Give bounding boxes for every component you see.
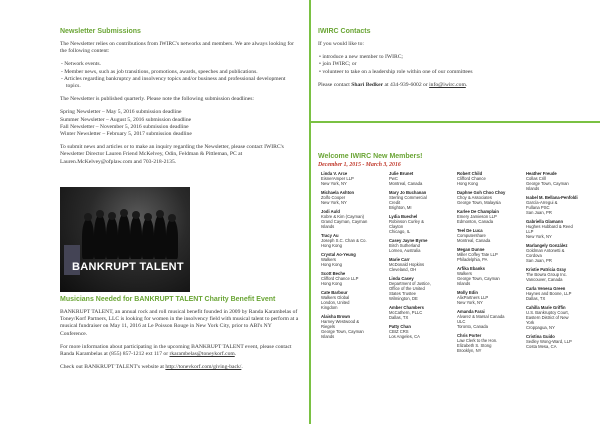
contact-email-link[interactable]: info@iwirc.com: [429, 81, 466, 88]
talent-website-link[interactable]: http://tonevkorf.com/giving-back/: [165, 364, 242, 371]
member-name: Carla Venesa Green: [526, 286, 566, 291]
newsletter-intro: The Newsletter relies on contributions from IWIRC's networks and members. We are always looking for the following content:: [60, 41, 294, 55]
member-entry: [457, 209, 521, 224]
contacts-pre: Please contact: [318, 81, 352, 88]
member-detail: Choy & Associates: [457, 195, 492, 200]
member-entry: [457, 190, 521, 205]
member-detail: York: [526, 320, 535, 325]
deadline-item: Winter Newsletter – February 5, 2017 submission deadline: [60, 131, 192, 138]
member-entry: [457, 309, 521, 329]
new-members-heading: Welcome IWIRC New Members!: [318, 153, 423, 160]
member-entry: [457, 247, 521, 262]
member-detail: George Town, Cayman: [457, 276, 500, 281]
member-entry: [321, 190, 385, 205]
member-detail: New York, NY: [321, 181, 347, 186]
member-detail: Miller Coffey Tate LLP: [457, 252, 498, 257]
member-entry: [389, 276, 453, 301]
member-detail: Hong Kong: [321, 243, 342, 248]
newsletter-bullet: - Articles regarding bankruptcy and insolvency topics and/or business and professional development topics.: [61, 75, 286, 90]
member-name: Gabriella Glamann: [526, 219, 564, 224]
newsletter-bullet: - Network events.: [61, 61, 101, 68]
contacts-heading: IWIRC Contacts: [318, 28, 371, 35]
member-name: Molly Edin: [457, 290, 478, 295]
band-member: [94, 215, 106, 259]
member-detail: Islands: [321, 224, 335, 229]
member-name: Scott Beche: [321, 271, 346, 276]
member-detail: Grand Cayman, Cayman: [321, 219, 368, 224]
member-entry: [321, 271, 385, 286]
contacts-bullet: • introduce a new member to IWIRC;: [319, 54, 403, 61]
band-member: [166, 219, 178, 259]
member-name: Linda Casey: [389, 276, 414, 281]
member-detail: George Town, Cayman: [526, 181, 569, 186]
member-detail: Elizabeth S. Stong: [457, 343, 492, 348]
bankrupt-talent-banner: BANKRUPT TALENT: [72, 261, 184, 273]
deadline-item: Summer Newsletter – August 5, 2016 submission deadline: [60, 116, 192, 123]
member-detail: Goldman Antonetti &: [526, 248, 565, 253]
member-entry: [389, 324, 453, 339]
member-name: Teel De Luca: [457, 228, 483, 233]
talent-heading: Musicians Needed for BANKRUPT TALENT Charity Benefit Event: [60, 296, 276, 303]
member-detail: Toronto, Canada: [457, 324, 488, 329]
bankrupt-talent-photo: [60, 187, 190, 292]
band-member: [142, 218, 154, 259]
member-entry: [526, 267, 590, 282]
member-entry: [526, 286, 590, 301]
member-detail: Croppagua, NY: [526, 325, 555, 330]
band-member-head: [132, 211, 140, 219]
band-member: [118, 214, 130, 259]
contacts-intro: If you would like to:: [318, 41, 364, 47]
member-name: Amanda Farai: [457, 309, 485, 314]
band-member: [154, 215, 166, 259]
band-member-head: [144, 213, 152, 221]
member-entry: [321, 233, 385, 248]
member-name: Arfika Ebanks: [457, 266, 485, 271]
member-detail: San Juan, PR: [526, 258, 552, 263]
member-detail: Clifford Chance LLP: [321, 276, 359, 281]
band-member: [106, 217, 118, 259]
talent-website-end: .: [241, 364, 243, 371]
member-entry: [389, 190, 453, 210]
member-detail: LLP: [526, 229, 534, 234]
newsletter-section: [60, 28, 300, 166]
member-detail: Vancouver, Canada: [526, 277, 563, 282]
contacts-line: [318, 82, 588, 89]
member-detail: Los Angeles, CA: [389, 334, 420, 339]
member-detail: Riegels: [321, 324, 335, 329]
member-entry: [321, 290, 385, 310]
band-member-head: [96, 210, 104, 218]
member-detail: Computershare: [457, 233, 486, 238]
member-entry: [389, 171, 453, 186]
member-name: Cristina Guido: [526, 334, 555, 339]
deadline-intro: The Newsletter is published quarterly. Please note the following submission deadlines:: [60, 96, 254, 103]
member-entry: [526, 243, 590, 263]
member-name: Linda V. Arce: [321, 171, 348, 176]
member-name: Cate Barbour: [321, 290, 348, 295]
member-detail: PwC: [389, 176, 398, 181]
band-member-head: [120, 209, 128, 217]
contacts-end: .: [465, 81, 468, 88]
member-entry: [389, 305, 453, 320]
member-detail: CBIZ CRS: [389, 329, 409, 334]
member-detail: Hong Kong: [457, 181, 478, 186]
member-detail: Walkers: [321, 257, 336, 262]
talent-contact-text: For more information about participating in the upcoming BANKRUPT TALENT event, please contact Randa Karambelas at (855) 857-1212 ext 117 or: [60, 343, 292, 358]
member-detail: U.S. Bankruptcy Court,: [526, 310, 569, 315]
member-name: Michaela Ashton: [321, 190, 355, 195]
talent-paragraph: BANKRUPT TALENT, an annual rock and roll musical benefit founded in 2009 by Randa Karambelas of Toney/Korf Partners, LLC is looking for women in the insolvency field with musical talent to perform at a musical fundraiser on May 11, 2016 at Le Poisson Rouge in New York City, prior to ABI's NY Conference.: [60, 309, 299, 337]
member-entry: [389, 214, 453, 234]
member-name: Patty Chan: [389, 324, 411, 329]
contacts-bullet: • join IWIRC; or: [319, 61, 357, 68]
member-entry: [526, 334, 590, 349]
newsletter-content-list: [60, 61, 300, 90]
band-member-head: [156, 210, 164, 218]
member-name: Cahilla Marie Griffin: [526, 305, 566, 310]
talent-website-text: Check out BANKRUPT TALENT's website at: [60, 364, 166, 371]
member-detail: Philadelphia, PA: [457, 257, 488, 262]
deadline-item: Fall Newsletter – November 5, 2016 submission deadline: [60, 123, 189, 130]
member-entry: [457, 290, 521, 305]
member-entry: [526, 305, 590, 330]
member-detail: Hughes Hubbard & Reed: [526, 224, 573, 229]
member-detail: New York, NY: [457, 300, 483, 305]
member-detail: Dallas, TX: [389, 315, 409, 320]
member-detail: Brighton, MI: [389, 205, 412, 210]
member-detail: Brooklyn, NY: [457, 348, 482, 353]
member-detail: Kobre & Kim (Cayman): [321, 214, 365, 219]
member-name: Casey Jayne Byrne: [389, 238, 428, 243]
contacts-bullet: • volunteer to take on a leadership role within one of our committees: [319, 68, 473, 75]
member-name: Tracy Au: [321, 233, 339, 238]
member-detail: The Bowra Group Inc.: [526, 272, 567, 277]
member-name: Isabel M. Bellana-Penfoldi: [526, 195, 578, 200]
member-name: Kristie Patricia Gray: [526, 267, 567, 272]
member-detail: Clayton: [389, 224, 404, 229]
member-detail: Birch Sutherland: [389, 243, 420, 248]
member-detail: London, United: [321, 300, 350, 305]
new-members-section: [318, 153, 593, 168]
member-detail: ULC: [457, 319, 466, 324]
member-name: Marlangely González: [526, 243, 568, 248]
member-detail: George Town, Malaysia: [457, 200, 501, 205]
member-detail: Islands: [321, 334, 335, 339]
member-detail: Zolfo Cooper: [321, 195, 346, 200]
member-name: Jodi Auld: [321, 209, 340, 214]
member-detail: Fullana PSC: [526, 205, 550, 210]
member-detail: Law Clerk to the Hon.: [457, 338, 498, 343]
member-name: Daphne Goh Choo Choy: [457, 190, 506, 195]
member-detail: George Town, Cayman: [321, 329, 364, 334]
member-detail: Eastern District of New: [526, 315, 569, 320]
member-detail: EisnerAmper LLP: [321, 176, 354, 181]
member-entry: [457, 228, 521, 243]
member-name: Mary Jo Buchanan: [389, 190, 427, 195]
member-entry: [457, 171, 521, 186]
members-column: [457, 171, 521, 357]
member-detail: Clifford Chance: [457, 176, 486, 181]
member-detail: Office of the United: [389, 286, 425, 291]
members-column: [389, 171, 453, 343]
talent-website-paragraph: [60, 364, 300, 371]
member-detail: Chicago, IL: [389, 229, 411, 234]
member-name: Amber Chambers: [389, 305, 424, 310]
member-name: Lydia Buechel: [389, 214, 418, 219]
member-detail: Collas Crill: [526, 176, 547, 181]
member-detail: Department of Justice,: [389, 281, 431, 286]
member-detail: McCathern, PLLC: [389, 310, 423, 315]
member-detail: Dallas, TX: [526, 296, 546, 301]
band-member: [130, 216, 142, 259]
band-member: [82, 219, 94, 259]
member-detail: States Trustee: [389, 291, 416, 296]
member-detail: Walkers Global: [321, 295, 350, 300]
member-detail: New York, NY: [321, 200, 347, 205]
member-detail: McDonald Hopkins: [389, 262, 425, 267]
member-detail: Sterling Commercial: [389, 195, 427, 200]
member-detail: Wilmington, DE: [389, 296, 418, 301]
member-entry: [321, 209, 385, 229]
member-entry: [526, 195, 590, 215]
member-detail: Sedley Wong-Ward, LLP: [526, 339, 572, 344]
member-name: Karlee De Champlain: [457, 209, 499, 214]
talent-contact-paragraph: [60, 344, 300, 358]
newsletter-heading: Newsletter Submissions: [60, 28, 141, 35]
member-name: Julie Brunet: [389, 171, 414, 176]
member-detail: AlixPartners LLP: [457, 295, 489, 300]
member-detail: Hong Kong: [321, 281, 342, 286]
member-entry: [321, 171, 385, 186]
member-detail: Robinson Curley &: [389, 219, 424, 224]
member-detail: Joseph S.C. Chan & Co.: [321, 238, 367, 243]
band-member-head: [168, 214, 176, 222]
member-name: Megan Dunne: [457, 247, 485, 252]
member-detail: Emery Jamieson LLP: [457, 214, 497, 219]
member-detail: Islands: [457, 281, 471, 286]
newsletter-bullet: - Member news, such as job transitions, promotions, awards, speeches and publications.: [61, 68, 258, 75]
contacts-mid: at 434-939-6002 or: [383, 81, 430, 88]
member-detail: Hong Kong: [321, 262, 342, 267]
member-detail: Montreal, Canada: [457, 238, 491, 243]
column-divider: [309, 0, 311, 424]
member-detail: Walkers: [457, 271, 472, 276]
contact-name: Shari Bedker: [351, 81, 384, 88]
contacts-list: [318, 54, 588, 76]
members-column: [321, 171, 385, 343]
talent-section: [60, 296, 300, 371]
member-detail: Harney Westwood &: [321, 319, 360, 324]
member-name: Alaisha Brown: [321, 314, 351, 319]
member-name: Crystal Ao-Yeung: [321, 252, 356, 257]
member-detail: Haynes and Boone, LLP: [526, 291, 572, 296]
section-divider: [311, 121, 600, 123]
member-detail: Costa Mesa, CA: [526, 344, 557, 349]
member-entry: [321, 314, 385, 339]
member-detail: Islands: [526, 186, 540, 191]
member-detail: Alvarez & Marsal Canada: [457, 314, 505, 319]
member-entry: [321, 252, 385, 267]
member-detail: Montreal, Canada: [389, 181, 423, 186]
member-detail: Kingdom: [321, 305, 338, 310]
submit-instructions: To submit news and articles or to make an inquiry regarding the Newsletter, please contact IWIRC's Newsletter Director Lauren Friend McKelvey, Odin, Feldman & Pittleman, PC at Lauren.McKelvey@ofplaw.com and 703-218-2135.: [60, 144, 284, 165]
talent-contact-end: .: [234, 351, 237, 358]
members-column: [526, 171, 590, 353]
talent-contact-email-link[interactable]: rkarambelas@toneykorf.com: [169, 351, 235, 358]
band-member-head: [108, 212, 116, 220]
member-detail: Cordova: [526, 253, 542, 258]
new-members-dates: December 1, 2015 - March 3, 2016: [318, 162, 401, 168]
member-name: Heather Freude: [526, 171, 557, 176]
member-detail: San Juan, PR: [526, 210, 552, 215]
deadline-item: Spring Newsletter – May 5, 2016 submission deadline: [60, 109, 182, 116]
member-name: Marie Carr: [389, 257, 410, 262]
member-name: Robert Child: [457, 171, 483, 176]
member-detail: New York, NY: [526, 234, 552, 239]
member-entry: [526, 171, 590, 191]
member-entry: [457, 266, 521, 286]
member-entry: [389, 238, 453, 253]
band-member-head: [84, 213, 92, 221]
member-name: Chris Porter: [457, 333, 482, 338]
member-detail: García-Arregui &: [526, 200, 558, 205]
band-members: [60, 209, 190, 259]
member-entry: [389, 257, 453, 272]
member-detail: Cleveland, OH: [389, 267, 417, 272]
member-entry: [457, 333, 521, 353]
contacts-section: [318, 28, 588, 89]
member-detail: Credit: [389, 200, 401, 205]
member-detail: Lorneo, Australia: [389, 248, 421, 253]
member-entry: [526, 219, 590, 239]
member-detail: Edmonton, Canada: [457, 219, 494, 224]
